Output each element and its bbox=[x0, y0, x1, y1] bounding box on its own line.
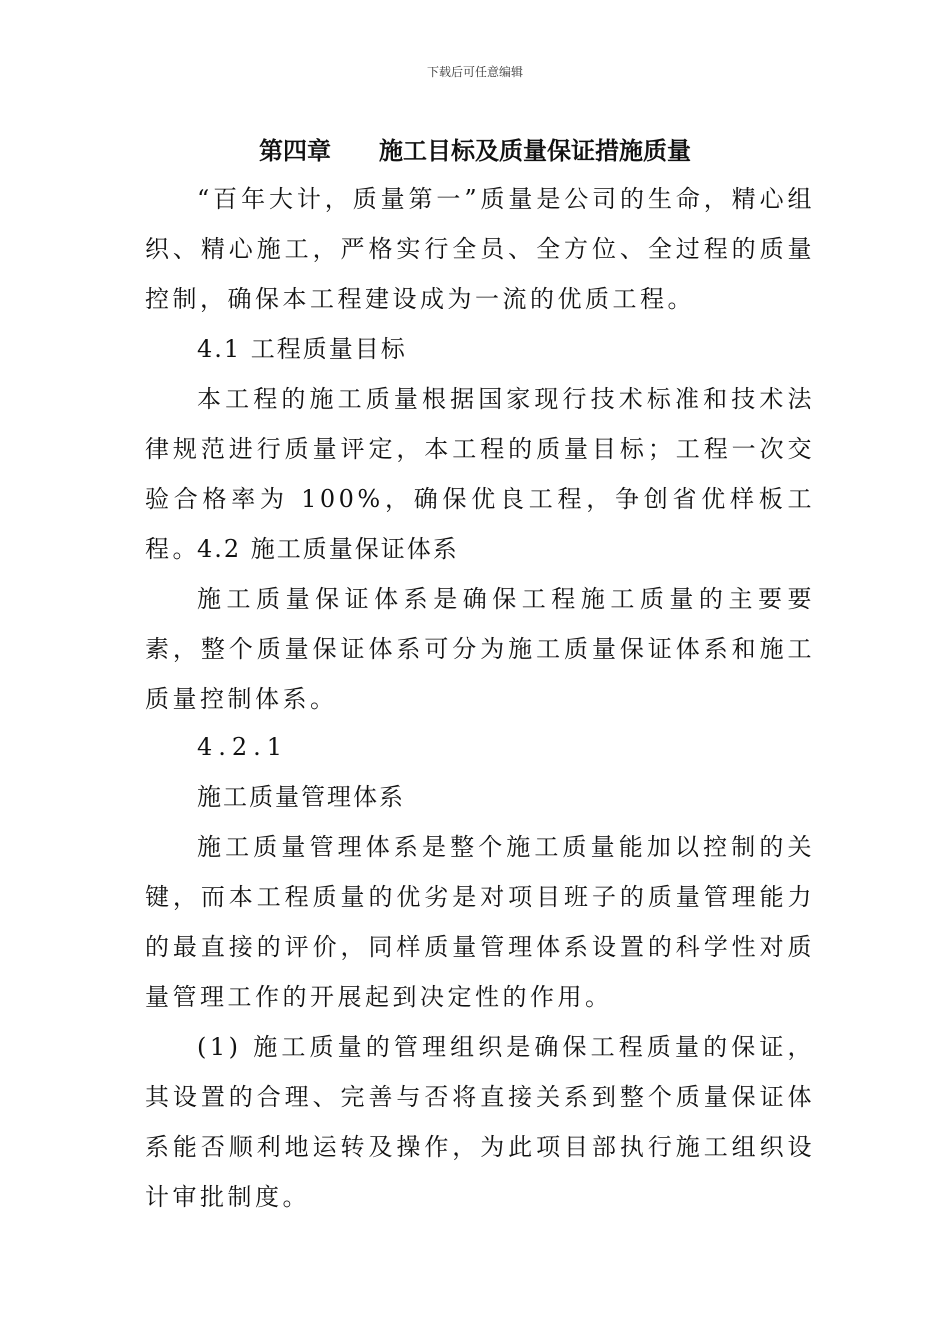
section-4-1-paragraph: 本工程的施工质量根据国家现行技术标准和技术法律规范进行质量评定，本工程的质量目标；工程一次交验合格率为 100%，确保优良工程，争创省优样板工程。 bbox=[145, 385, 815, 563]
section-4-2-1-number: 4.2.1 bbox=[197, 733, 289, 761]
section-4-2-paragraph: 施工质量保证体系是确保工程施工质量的主要要素，整个质量保证体系可分为施工质量保证体系和施工质量控制体系。 bbox=[145, 585, 815, 713]
list-item-1-paragraph: (1) 施工质量的管理组织是确保工程质量的保证，其设置的合理、完善与否将直接关系到整个质量保证体系能否顺利地运转及操作，为此项目部执行施工组织设计审批制度。 bbox=[145, 1033, 815, 1211]
page-header-note: 下载后可任意编辑 bbox=[426, 65, 523, 79]
section-4-2-1-heading: 施工质量管理体系 bbox=[197, 783, 405, 811]
intro-paragraph: “百年大计，质量第一”质量是公司的生命，精心组织、精心施工，严格实行全员、全方位、全过程的质量控制，确保本工程建设成为一流的优质工程。 bbox=[145, 185, 815, 313]
section-4-2-1-paragraph: 施工质量管理体系是整个施工质量能加以控制的关键，而本工程质量的优劣是对项目班子的质量管理能力的最直接的评价，同样质量管理体系设置的科学性对质量管理工作的开展起到决定性的作用。 bbox=[145, 833, 815, 1011]
section-4-1-heading: 4.1 工程质量目标 bbox=[197, 335, 407, 363]
section-4-2-heading: 4.2 施工质量保证体系 bbox=[197, 535, 459, 563]
chapter-title: 第四章 施工目标及质量保证措施质量 bbox=[259, 136, 691, 165]
